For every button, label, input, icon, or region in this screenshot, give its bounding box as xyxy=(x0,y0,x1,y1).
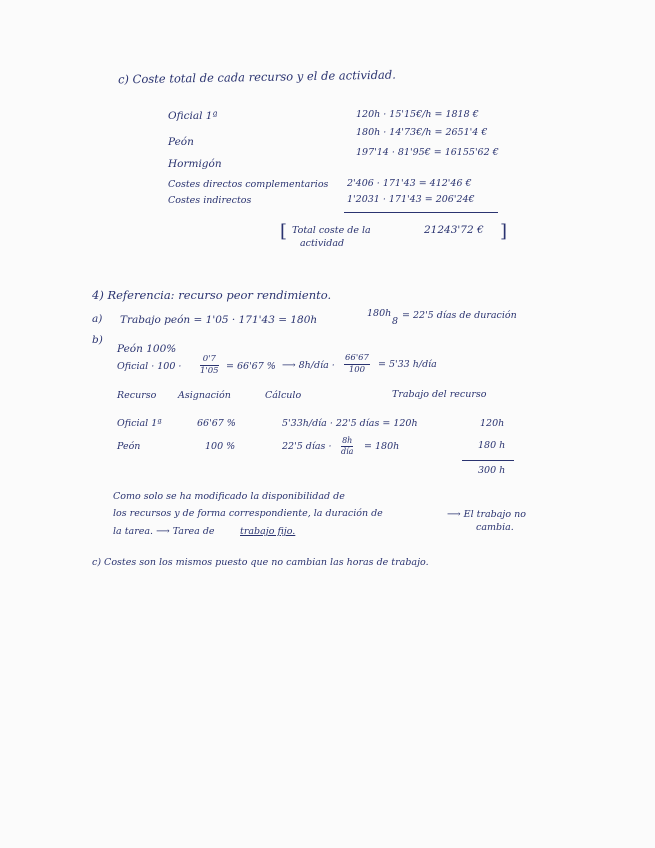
b-fraction-2-num: 66'67 xyxy=(345,353,369,363)
total-label-line1: Total coste de la xyxy=(292,225,371,236)
table-total-rule xyxy=(462,460,514,461)
peon-fraction xyxy=(341,437,353,456)
table-row2-trabajo: 180 h xyxy=(478,440,506,451)
a-duration-num: 180h xyxy=(367,308,392,319)
table-row1-asignacion: 66'67 % xyxy=(197,418,236,429)
side-note-line1: ⟶ El trabajo no xyxy=(447,509,526,520)
a-label: a) xyxy=(92,313,103,325)
b-fraction-1-num: 0'7 xyxy=(200,355,219,366)
b-oficial-prefix: Oficial · 100 · xyxy=(117,361,182,372)
cost-calc-hormigon: 197'14 · 81'95€ = 16155'62 € xyxy=(356,147,499,158)
section-c2-text: c) Costes son los mismos puesto que no cambian las horas de trabajo. xyxy=(92,557,429,568)
b-oficial-mid: = 66'67 % xyxy=(226,361,276,372)
total-value: 21243'72 € xyxy=(424,224,484,236)
a-duration-text: = 22'5 días de duración xyxy=(402,310,517,321)
cost-label-hormigon: Hormigón xyxy=(168,158,222,170)
cost-calc-indirectos: 1'2031 · 171'43 = 206'24€ xyxy=(347,194,475,205)
cost-label-peon: Peón xyxy=(168,136,194,148)
b-arrow-text: ⟶ 8h/día · xyxy=(282,360,335,371)
b-fraction-2-den: 100 xyxy=(348,364,366,375)
a-duration-den: 8 xyxy=(392,316,399,327)
table-row2-calc-end: = 180h xyxy=(364,441,400,452)
total-label-line2: actividad xyxy=(300,238,345,249)
total-rule xyxy=(344,212,498,213)
b-fraction-1-den: 1'05 xyxy=(200,365,219,376)
table-total: 300 h xyxy=(478,465,506,476)
table-header-asignacion: Asignación xyxy=(178,390,231,401)
table-row2-asignacion: 100 % xyxy=(205,441,236,452)
table-header-recurso: Recurso xyxy=(117,390,157,401)
paragraph-underlined: trabajo fijo. xyxy=(240,526,296,537)
total-bracket-open: [ xyxy=(280,221,288,242)
paragraph-line3: la tarea. ⟶ Tarea de xyxy=(113,526,215,537)
total-bracket-close: ] xyxy=(500,221,508,242)
b-fraction-1 xyxy=(200,355,219,375)
cost-calc-peon: 180h · 14'73€/h = 2651'4 € xyxy=(356,127,488,138)
peon-fraction-num: 8h xyxy=(342,436,353,445)
table-row1-trabajo: 120h xyxy=(480,418,505,429)
table-header-calculo: Cálculo xyxy=(265,390,302,401)
cost-calc-directos: 2'406 · 171'43 = 412'46 € xyxy=(347,178,472,189)
section4-title: 4) Referencia: recurso peor rendimiento. xyxy=(92,288,332,302)
table-row2-calculo: 22'5 días · xyxy=(282,441,332,452)
paragraph-line1: Como solo se ha modificado la disponibilidad de xyxy=(113,491,345,502)
b-peon-text: Peón 100% xyxy=(117,343,177,355)
b-label: b) xyxy=(92,334,103,346)
a-text: Trabajo peón = 1'05 · 171'43 = 180h xyxy=(120,314,318,326)
b-oficial-end: = 5'33 h/día xyxy=(378,359,437,370)
section-c-title: c) Coste total de cada recurso y el de actividad. xyxy=(117,67,396,87)
table-row1-calculo: 5'33h/día · 22'5 días = 120h xyxy=(282,418,418,429)
b-fraction-2 xyxy=(344,354,370,374)
side-note-line2: cambia. xyxy=(476,522,514,533)
cost-calc-oficial: 120h · 15'15€/h = 1818 € xyxy=(356,109,479,120)
table-header-trabajo: Trabajo del recurso xyxy=(392,389,487,400)
peon-fraction-den: día xyxy=(341,447,354,456)
table-row1-recurso: Oficial 1ª xyxy=(117,418,162,429)
cost-label-oficial: Oficial 1ª xyxy=(168,110,218,122)
paragraph-line2: los recursos y de forma correspondiente, la duración de xyxy=(113,508,383,519)
cost-label-directos: Costes directos complementarios xyxy=(168,179,329,190)
table-row2-recurso: Peón xyxy=(117,441,141,452)
cost-label-indirectos: Costes indirectos xyxy=(168,195,252,206)
